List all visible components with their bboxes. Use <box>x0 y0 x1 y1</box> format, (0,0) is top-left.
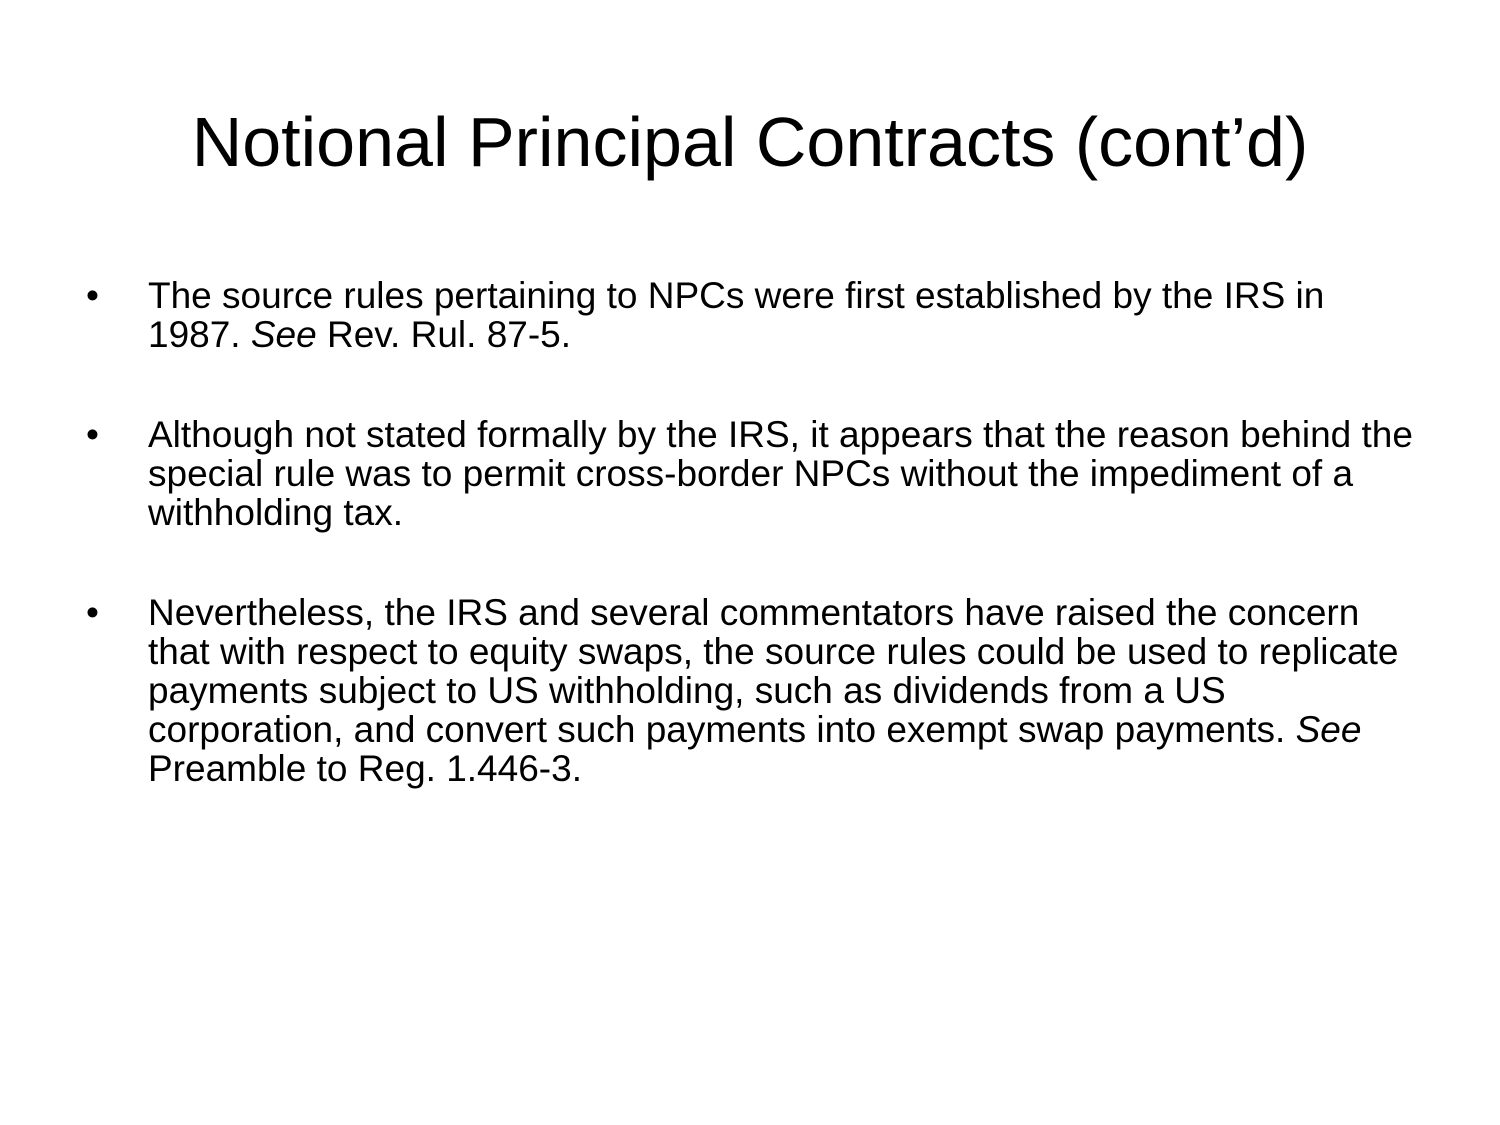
bullet-text-part: Rev. Rul. 87-5. <box>316 314 572 355</box>
bullet-text-part: Although not stated formally by the IRS, it appears that the reason behind the special rule was to permit cross-border NPCs without the impediment of a withholding tax. <box>148 414 1413 533</box>
bullet-citation-signal: See <box>1295 709 1362 750</box>
bullet-text <box>148 275 1324 355</box>
bullet-text-part: Preamble to Reg. 1.446-3. <box>148 748 582 789</box>
bullet-text <box>148 592 1398 789</box>
bullet-text <box>148 414 1413 533</box>
bullet-dot-icon: • <box>86 414 99 455</box>
bullet-dot-icon: • <box>86 275 99 316</box>
bullet-text-part: The source rules pertaining to NPCs were first established by the IRS in 1987. <box>148 275 1325 355</box>
bullet-list <box>86 276 1426 849</box>
bullet-item-2 <box>86 415 1426 532</box>
bullet-citation-signal: See <box>250 314 317 355</box>
bullet-text-part: Nevertheless, the IRS and several commentators have raised the concern that with respect to equity swaps, the source rules could be used to replicate payments subject to US withholding, such as dividends from a US corporation, and convert such payments into exempt swap payments. <box>148 592 1399 750</box>
bullet-dot-icon: • <box>86 592 99 633</box>
bullet-item-1 <box>86 276 1426 354</box>
bullet-item-3 <box>86 593 1426 788</box>
slide-title: Notional Principal Contracts (cont’d) <box>191 103 1309 181</box>
